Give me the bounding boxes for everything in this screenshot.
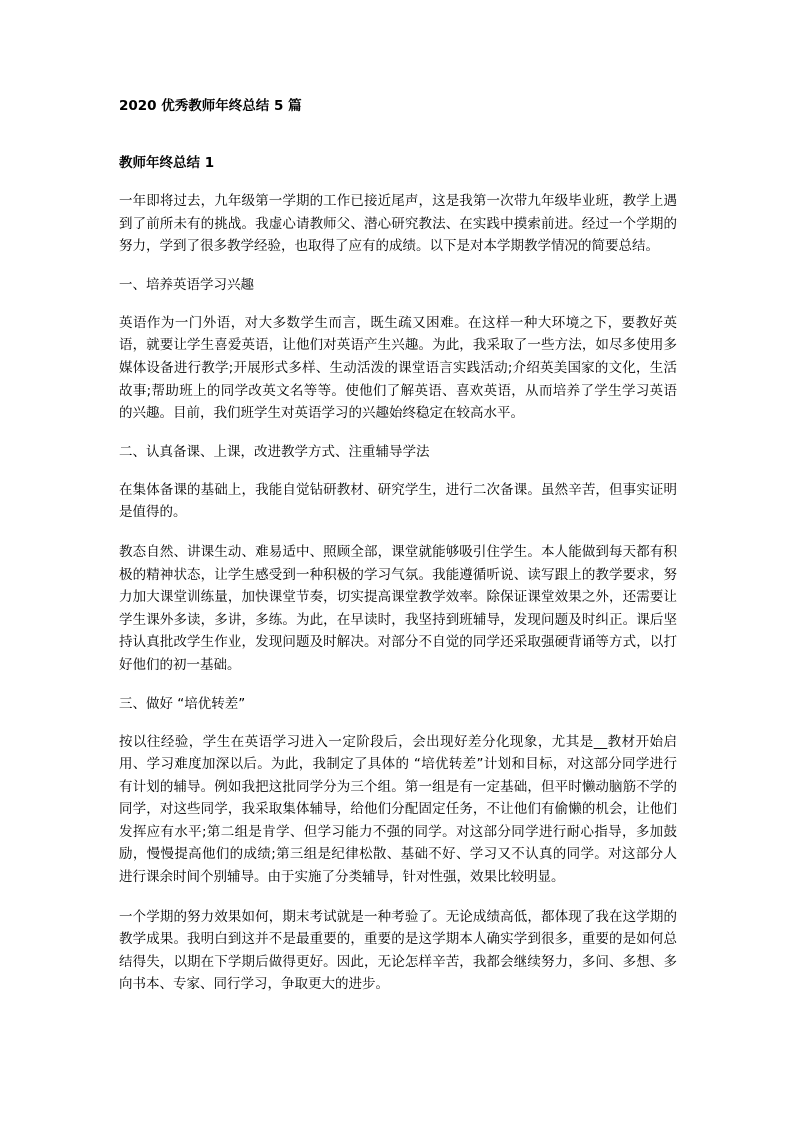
heading-3: 三、做好 “培优转差” [119, 695, 246, 712]
paragraph-5: 一个学期的努力效果如何，期末考试就是一种考验了。无论成绩高低，都体现了我在这学期的教学成果。我明白到这并不是最重要的，重要的是这学期本人确实学到很多，重要的是如何总结得失，以期在下学期后做得更好。因此，无论怎样辛苦，我都会继续努力，多问、多想、多向书本、专家、同行学习，争取更大的进步。 [119, 908, 677, 993]
paragraph-1: 英语作为一门外语，对大多数学生而言，既生疏又困难。在这样一种大环境之下，要教好英语，就要让学生喜爱英语，让他们对英语产生兴趣。为此，我采取了一些方法，如尽多使用多媒体设备进行教学;开展形式多样、生动活泼的课堂语言实践活动;介绍英美国家的文化，生活故事;帮助班上的同学改英文名等等。使他们了解英语、喜欢英语，从而培养了学生学习英语的兴趣。目前，我们班学生对英语学习的兴趣始终稳定在较高水平。 [119, 314, 677, 422]
section-title [119, 153, 677, 173]
document-title: 2020 优秀教师年终总结 5 篇 [119, 98, 302, 114]
paragraph-3: 教态自然、讲课生动、难易适中、照顾全部，课堂就能够吸引住学生。本人能做到每天都有积极的精神状态，让学生感受到一种积极的学习气氛。我能遵循听说、读写跟上的教学要求，努力加大课堂训练量，加快课堂节奏，切实提高课堂教学效率。除保证课堂效果之外，还需要让学生课外多读，多讲，多练。为此，在早读时，我坚持到班辅导，发现问题及时纠正。课后坚持认真批改学生作业，发现问题及时解决。对部分不自觉的同学还采取强硬背诵等方式，以打好他们的初一基础。 [119, 543, 677, 673]
document-page [119, 96, 677, 996]
paragraph-2: 在集体备课的基础上，我能自觉钻研教材、研究学生，进行二次备课。虽然辛苦，但事实证明是值得的。 [119, 481, 677, 521]
section-title-text: 教师年终总结 1 [119, 155, 215, 171]
paragraph-4: 按以往经验，学生在英语学习进入一定阶段后，会出现好差分化现象，尤其是__教材开始启用、学习难度加深以后。为此，我制定了具体的 “培优转差”计划和目标，对这部分同学进行有计划的辅导。例如我把这批同学分为三个组。第一组是有一定基础，但平时懒动脑筋不学的同学，对这些同学，我采取集体辅导，给他们分配固定任务，不让他们有偷懒的机会，让他们发挥应有水平;第二组是肯学、但学习能力不强的同学。对这部分同学进行耐心指导，多加鼓励，慢慢提高他们的成绩;第三组是纪律松散、基础不好、学习又不认真的同学。对这部分人进行课余时间个别辅导。由于实施了分类辅导，针对性强，效果比较明显。 [119, 733, 677, 886]
heading-2: 二、认真备课、上课，改进教学方式、注重辅导学法 [119, 443, 430, 460]
heading-1: 一、培养英语学习兴趣 [119, 276, 254, 293]
intro-paragraph: 一年即将过去，九年级第一学期的工作已接近尾声，这是我第一次带九年级毕业班，教学上遇到了前所未有的挑战。我虚心请教师父、潜心研究教法、在实践中摸索前进。经过一个学期的努力，学到了很多教学经验，也取得了应有的成绩。以下是对本学期教学情况的简要总结。 [119, 193, 677, 255]
